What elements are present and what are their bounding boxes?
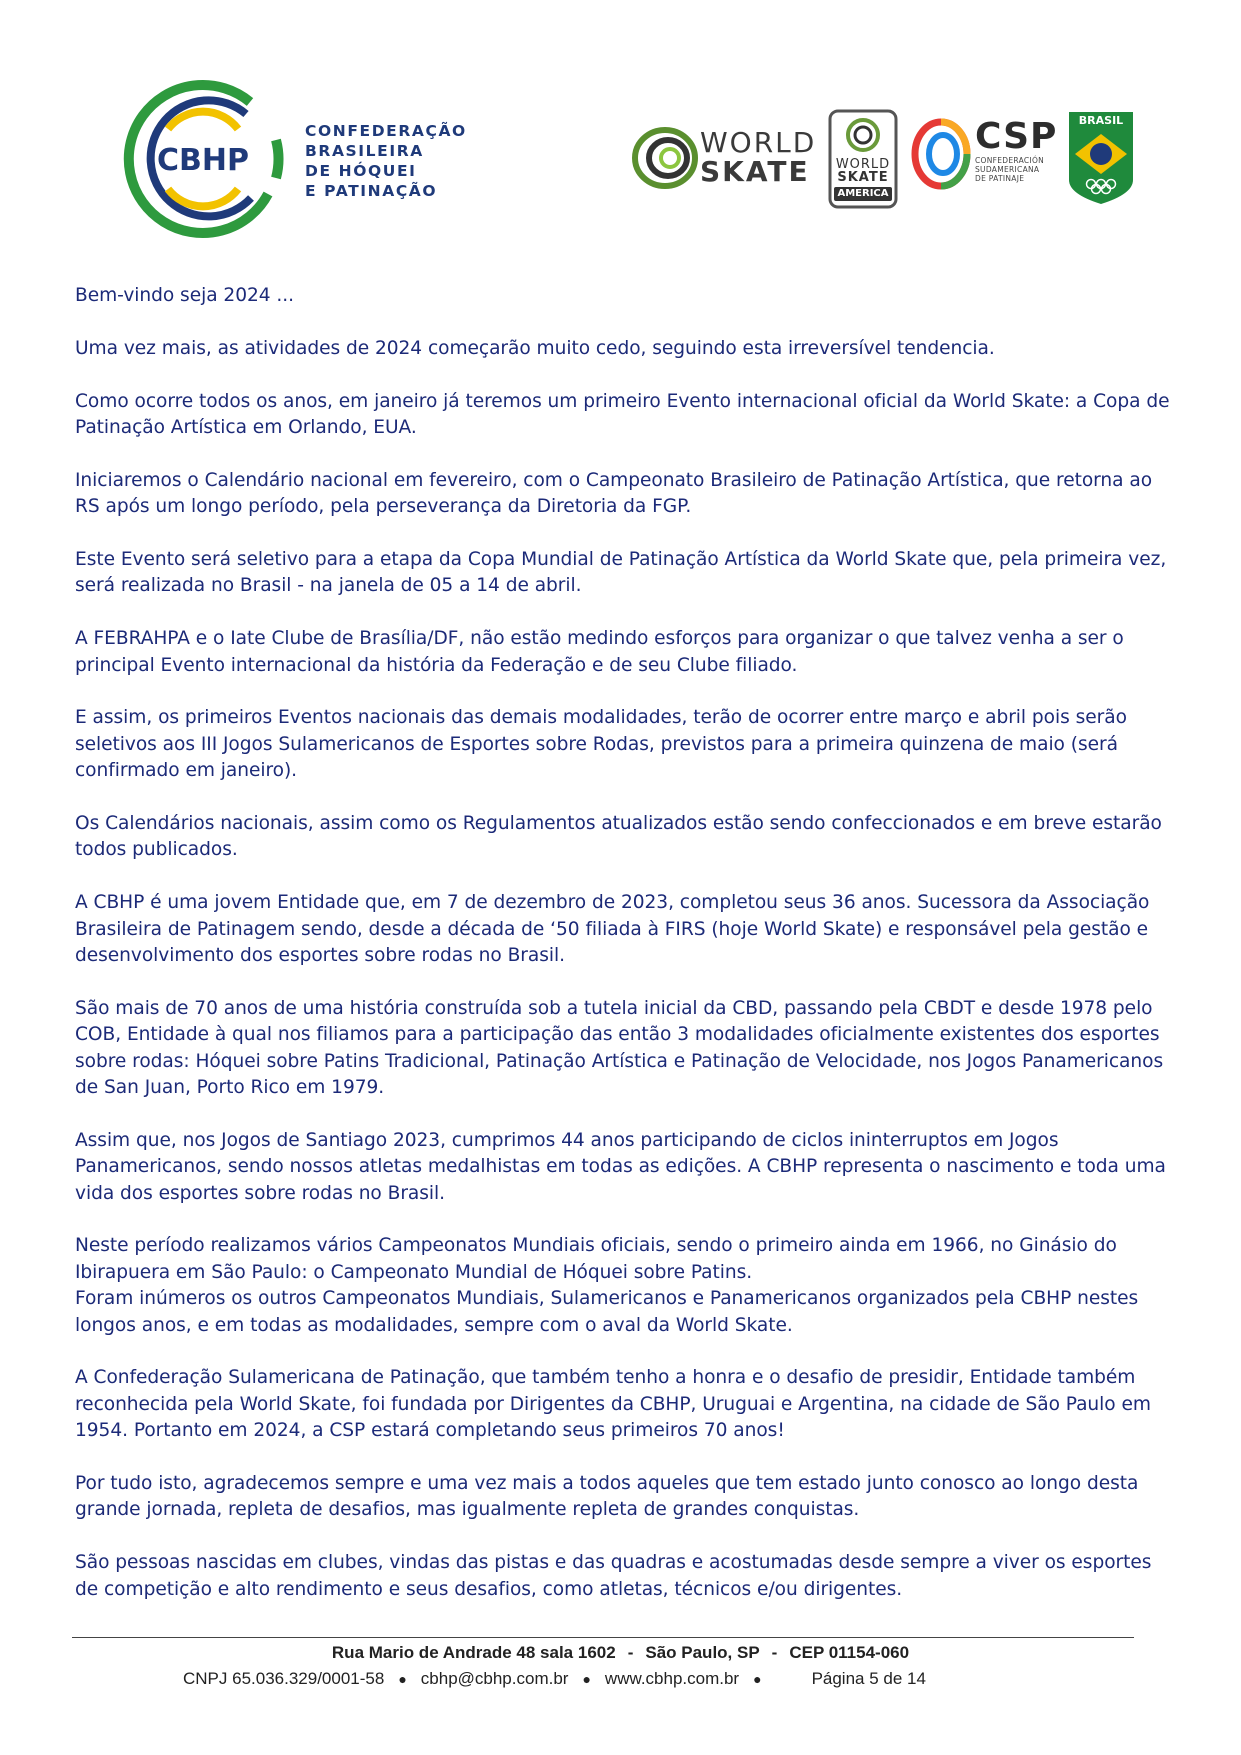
csp-line3: DE PATINAJE [975, 174, 1025, 183]
paragraph: São pessoas nascidas em clubes, vindas das pistas e das quadras e acostumadas desde sempre a viver os esportes de competição e alto rendimento e seus desafios, como atletas, técnicos e/ou dirigentes. [75, 1552, 1152, 1600]
page-number: Página 5 de 14 [811, 1669, 926, 1688]
cbhp-logo [118, 74, 288, 244]
brasil-olympic-logo [1067, 110, 1135, 206]
footer-street: Rua Mario de Andrade 48 sala 1602 [331, 1643, 616, 1662]
bullet-icon: ● [398, 1671, 407, 1687]
paragraph: São mais de 70 anos de uma história construída sob a tutela inicial da CBD, passando pela CBDT e desde 1978 pelo COB, Entidade à qual nos filiamos para a participação das então 3 modalidades oficialmente existentes dos esportes sobre rodas: Hóquei sobre Patins Tradicional, Patinação Artística e Patinação de Velocidade, nos Jogos Panamericanos de San Juan, Porto Rico em 1979. [75, 997, 1164, 1099]
paragraph: Foram inúmeros os outros Campeonatos Mundiais, Sulamericanos e Panamericanos organizados pela CBHP nestes longos anos, e em todas as modalidades, sempre com o aval da World Skate. [75, 1288, 1139, 1336]
footer-divider [72, 1637, 1134, 1638]
paragraph: Este Evento será seletivo para a etapa da Copa Mundial de Patinação Artística da World Skate que, pela primeira vez, será realizada no Brasil - na janela de 05 a 14 de abril. [75, 549, 1167, 597]
paragraph: Uma vez mais, as atividades de 2024 começarão muito cedo, seguindo esta irreversível tendencia. [75, 337, 995, 359]
csp-abbr: CSP [975, 116, 1058, 157]
paragraph: Neste período realizamos vários Campeonatos Mundiais oficiais, sendo o primeiro ainda em 1966, no Ginásio do Ibirapuera em São Paulo: o Campeonato Mundial de Hóquei sobre Patins. [75, 1235, 1117, 1283]
brasil-label: BRASIL [1078, 114, 1124, 127]
cbhp-name-line: BRASILEIRA [305, 142, 424, 160]
paragraph: Por tudo isto, agradecemos sempre e uma vez mais a todos aqueles que tem estado junto conosco ao longo desta grande jornada, repleta de desafios, mas igualmente repleta de grandes conquistas. [75, 1473, 1139, 1521]
cbhp-name-line: CONFEDERAÇÃO [305, 122, 467, 140]
world-skate-line1: WORLD [700, 126, 817, 159]
bullet-icon: ● [582, 1671, 591, 1687]
csp-wordmark [975, 118, 1057, 183]
bullet-icon: ● [753, 1671, 762, 1687]
paragraph: Os Calendários nacionais, assim como os Regulamentos atualizados estão sendo confeccionados e em breve estarão todos publicados. [75, 813, 1162, 861]
paragraph: Assim que, nos Jogos de Santiago 2023, cumprimos 44 anos participando de ciclos ininterruptos em Jogos Panamericanos, sendo nossos atletas medalhistas em todas as edições. A CBHP representa o nascimento e toda uma vida dos esportes sobre rodas no Brasil. [75, 1129, 1166, 1204]
footer-contact [183, 1667, 1083, 1691]
world-skate-america-wordmark [828, 158, 898, 201]
cbhp-name-line: DE HÓQUEI [305, 162, 417, 180]
paragraph: A FEBRAHPA e o Iate Clube de Brasília/DF, não estão medindo esforços para organizar o que talvez venha a ser o principal Evento internacional da história da Federação e de seu Clube filiado. [75, 628, 1124, 676]
letter-body [75, 283, 1175, 1603]
footer-email[interactable]: cbhp@cbhp.com.br [420, 1669, 569, 1688]
wsa-line1: WORLD [835, 157, 891, 172]
wsa-line3: AMERICA [834, 187, 892, 201]
csp-logo [910, 116, 972, 192]
world-skate-wordmark [700, 128, 816, 186]
paragraph: A Confederação Sulamericana de Patinação, que também tenho a honra e o desafio de presidir, Entidade também reconhecida pela World Skate, foi fundada por Dirigentes da CBHP, Uruguai e Argentina, na cidade de São Paulo em 1954. Portanto em 2024, a CSP estará completando seus primeiros 70 anos! [75, 1367, 1151, 1442]
wsa-line2: SKATE [837, 170, 889, 185]
footer-address: Rua Mario de Andrade 48 sala 1602 - São Paulo, SP - CEP 01154-060 [331, 1643, 910, 1662]
cbhp-full-name [305, 121, 467, 201]
footer-cep: CEP 01154-060 [789, 1643, 910, 1662]
csp-line1: CONFEDERACIÓN [975, 156, 1045, 165]
footer-website[interactable]: www.cbhp.com.br [604, 1669, 740, 1688]
paragraph: Como ocorre todos os anos, em janeiro já teremos um primeiro Evento internacional oficial da World Skate: a Copa de Patinação Artística em Orlando, EUA. [75, 390, 1170, 438]
paragraph: A CBHP é uma jovem Entidade que, em 7 de dezembro de 2023, completou seus 36 anos. Sucessora da Associação Brasileira de Patinagem sendo, desde a década de ‘50 filiada à FIRS (hoje World Skate) e responsável pela gestão e desenvolvimento dos esportes sobre rodas no Brasil. [75, 892, 1150, 967]
csp-line2: SUDAMERICANA [975, 165, 1040, 174]
letterhead [0, 0, 1241, 260]
footer-city: São Paulo, SP [645, 1643, 760, 1662]
footer-cnpj: CNPJ 65.036.329/0001-58 [183, 1669, 385, 1688]
paragraph: E assim, os primeiros Eventos nacionais das demais modalidades, terão de ocorrer entre março e abril pois serão seletivos aos III Jogos Sulamericanos de Esportes sobre Rodas, previstos para a primeira quinzena de maio (será confirmado em janeiro). [75, 707, 1127, 782]
cbhp-name-line: E PATINAÇÃO [305, 182, 438, 200]
greeting: Bem-vindo seja 2024 ... [75, 285, 294, 306]
cbhp-logo-text: CBHP [157, 143, 249, 178]
paragraph: Iniciaremos o Calendário nacional em fevereiro, com o Campeonato Brasileiro de Patinação Artística, que retorna ao RS após um longo período, pela perseverança da Diretoria da FGP. [75, 469, 1153, 518]
world-skate-line2: SKATE [700, 155, 810, 188]
